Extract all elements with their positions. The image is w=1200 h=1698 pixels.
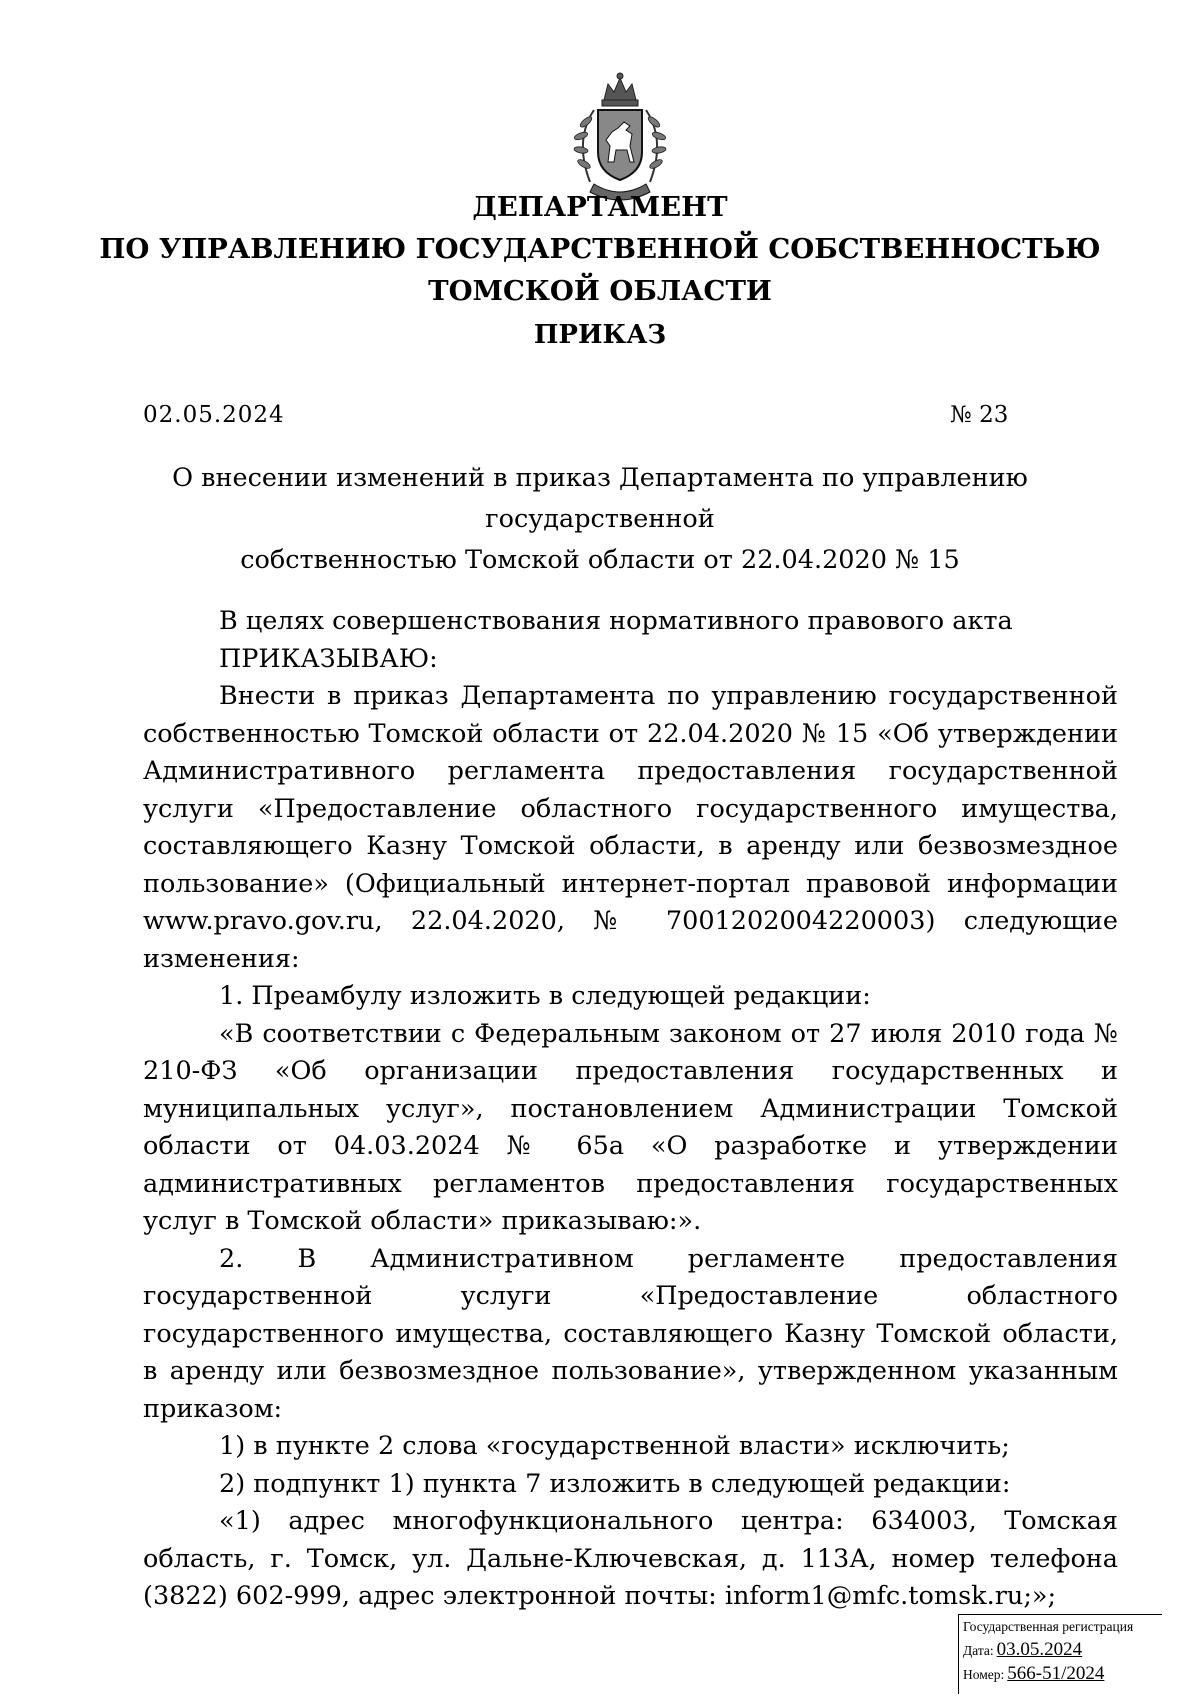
- document-body: [143, 603, 1118, 1616]
- header-line-2: ПО УПРАВЛЕНИЮ ГОСУДАРСТВЕННОЙ СОБСТВЕННОСТЬЮ: [99, 233, 1101, 265]
- paragraph-mfc-address: «1) адрес многофункционального центра: 634003, Томская область, г. Томск, ул. Дальне-Ключевская, д. 113А, номер телефона (3822) 602-999, адрес электронной почты: inform1@mfc.tomsk.ru;»;: [143, 1506, 1118, 1611]
- registration-date-label: Дата:: [963, 1643, 994, 1658]
- paragraph-item-1: 1. Преамбулу изложить в следующей редакции:: [219, 981, 871, 1011]
- registration-date-value: 03.05.2024: [996, 1639, 1083, 1660]
- subject-line-1: О внесении изменений в приказ Департамента по управлению государственной: [172, 463, 1028, 534]
- paragraph-main: Внести в приказ Департамента по управлению государственной собственностью Томской области от 22.04.2020 № 15 «Об утверждении Административного регламента предоставления государственной услуги «Предоставление областного государственного имущества, составляющего Казну Томской области, в аренду или безвозмездное пользование» (Официальный интернет-портал правовой информации www.pravo.gov.ru, 22.04.2020, № 7001202004220003) следующие изменения:: [143, 681, 1118, 974]
- paragraph-order: ПРИКАЗЫВАЮ:: [219, 643, 438, 674]
- paragraph-purpose: В целях совершенствования нормативного правового акта: [219, 606, 1013, 636]
- document-number: № 23: [950, 402, 1009, 428]
- paragraph-item-2: 2. В Административном регламенте предоставления государственной услуги «Предоставление областного государственного имущества, составляющего Казну Томской области, в аренду или безвозмездное пользование», утвержденном указанным приказом:: [143, 1243, 1118, 1424]
- doc-type-title: ПРИКАЗ: [533, 320, 667, 350]
- paragraph-subitem-1: 1) в пункте 2 слова «государственной власти» исключить;: [219, 1431, 1010, 1461]
- subject-line-2: собственностью Томской области от 22.04.2020 № 15: [240, 545, 960, 575]
- document-subject: [120, 458, 1080, 581]
- registration-number-row: [963, 1662, 1162, 1686]
- registration-stamp: [958, 1614, 1162, 1694]
- paragraph-preamble: «В соответствии с Федеральным законом от 27 июля 2010 года № 210-ФЗ «Об организации предоставления государственных и муниципальных услуг», постановлением Администрации Томской области от 04.03.2024 № 65а «О разработке и утверждении административных регламентов предоставления государственных услуг в Томской области» приказываю:».: [143, 1018, 1118, 1236]
- registration-number-label: Номер:: [963, 1667, 1005, 1682]
- registration-number-value: 566-51/2024: [1007, 1663, 1105, 1684]
- registration-title: Государственная регистрация: [963, 1619, 1134, 1634]
- document-date: 02.05.2024: [143, 402, 285, 428]
- registration-date-row: [963, 1638, 1162, 1662]
- header-line-3: ТОМСКОЙ ОБЛАСТИ: [428, 275, 772, 307]
- header-line-1: ДЕПАРТАМЕНТ: [472, 191, 728, 223]
- department-header: [0, 186, 1200, 312]
- paragraph-subitem-2: 2) подпункт 1) пункта 7 изложить в следующей редакции:: [219, 1468, 1011, 1499]
